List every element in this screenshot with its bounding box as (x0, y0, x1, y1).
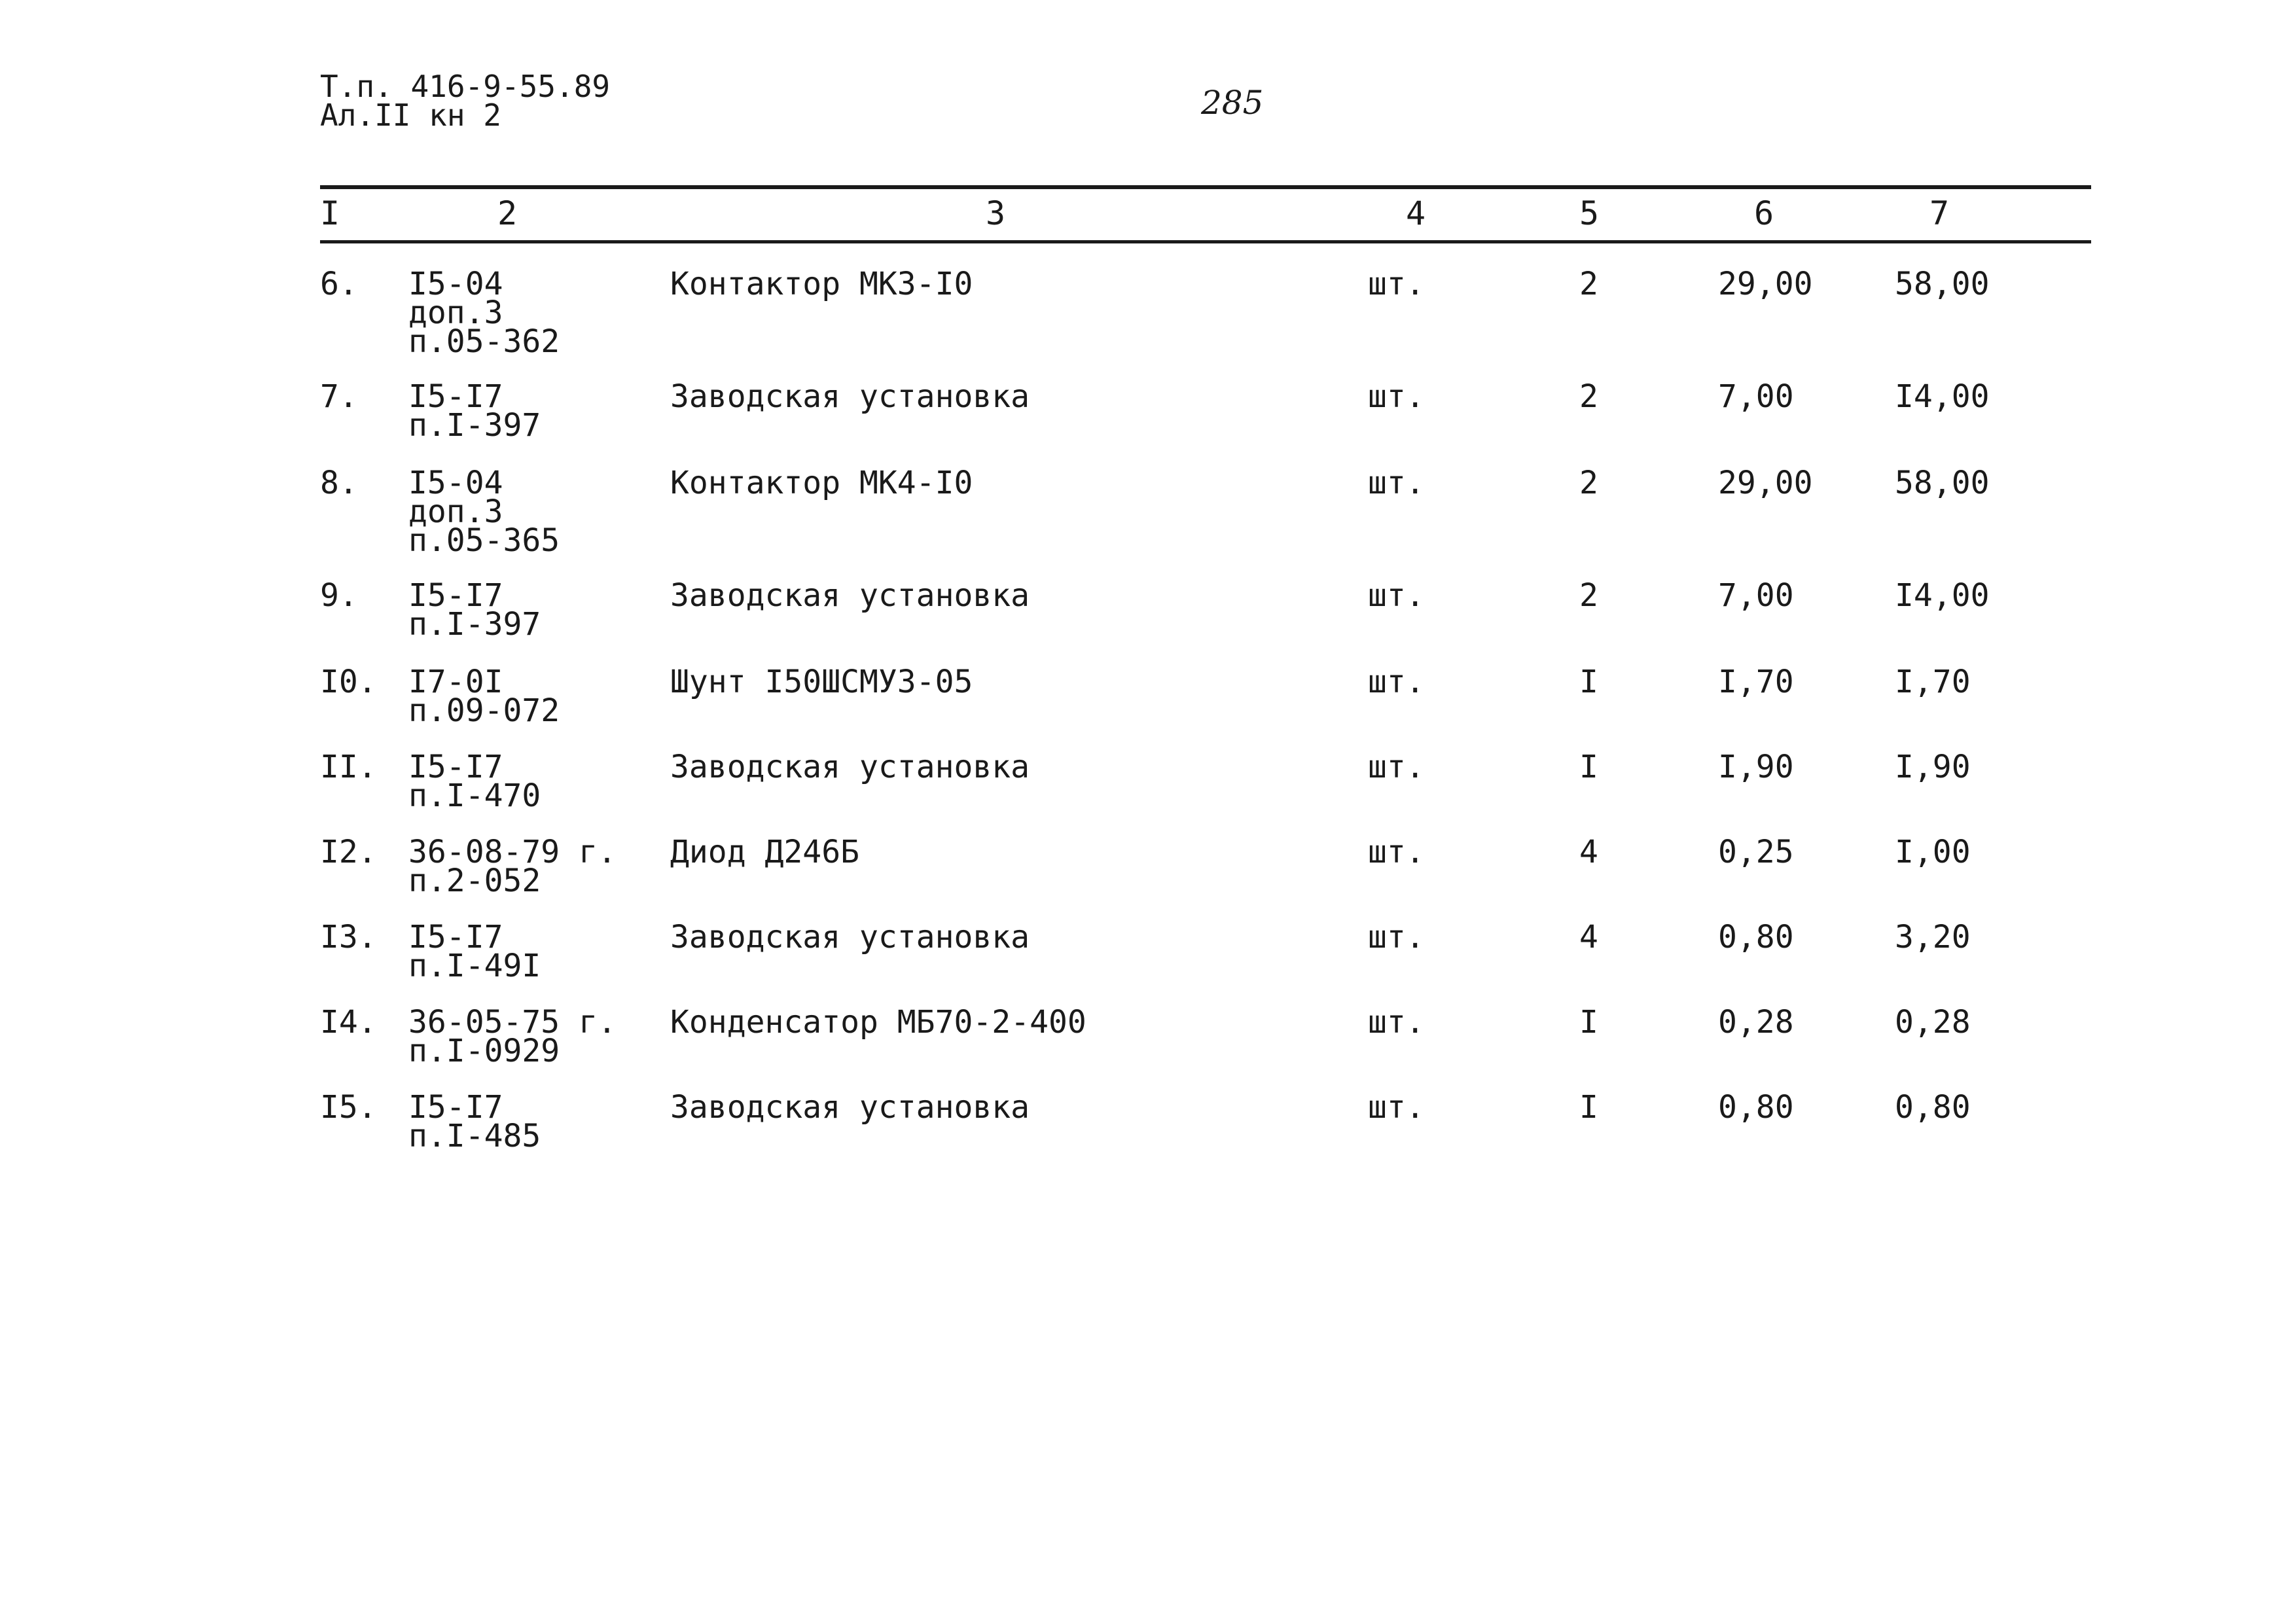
price-reference-line: I5-I7 (408, 919, 503, 955)
item-name: Контактор МК4-I0 (670, 465, 973, 501)
total-cost: I,70 (1895, 664, 1971, 700)
price-reference-line: I5-04 (408, 266, 503, 302)
price-reference-line: п.I-0929 (408, 1033, 560, 1069)
price-reference-line: I5-I7 (408, 378, 503, 415)
column-header-5: 5 (1579, 194, 1600, 232)
total-cost: I4,00 (1895, 378, 1990, 415)
quantity: 4 (1579, 834, 1598, 870)
quantity: 2 (1579, 378, 1598, 415)
price-reference (408, 919, 541, 984)
price-reference-line: I5-04 (408, 465, 503, 501)
row-number: I0. (320, 664, 377, 700)
row-number: I3. (320, 919, 377, 955)
row-number: I2. (320, 834, 377, 870)
row-number: 8. (320, 465, 358, 501)
item-name: Заводская установка (670, 919, 1030, 955)
price-reference-line: п.I-397 (408, 606, 541, 643)
album-label: Ал.II кн 2 (320, 98, 501, 133)
price-reference-line: I5-I7 (408, 577, 503, 614)
total-cost: I,90 (1895, 749, 1971, 785)
price-reference-line: 36-05-75 г. (408, 1004, 617, 1041)
item-name: Шунт I50ШСМУЗ-05 (670, 664, 973, 700)
total-cost: 58,00 (1895, 465, 1990, 501)
column-header-3: 3 (986, 194, 1006, 232)
total-cost: I,00 (1895, 834, 1971, 870)
row-number: II. (320, 749, 377, 785)
price-reference (408, 465, 560, 559)
price-reference-line: I5-I7 (408, 749, 503, 785)
price-reference-line: п.05-362 (408, 323, 560, 360)
quantity: 2 (1579, 577, 1598, 614)
unit: шт. (1368, 266, 1425, 302)
unit-price: 0,80 (1718, 1089, 1794, 1126)
price-reference-line: п.2-052 (408, 863, 541, 899)
column-header-6: 6 (1754, 194, 1774, 232)
price-reference-line: п.I-470 (408, 777, 541, 814)
price-reference (408, 1089, 541, 1154)
total-cost: 3,20 (1895, 919, 1971, 955)
price-reference (408, 834, 617, 899)
row-number: I4. (320, 1004, 377, 1041)
quantity: I (1579, 664, 1598, 700)
unit: шт. (1368, 1089, 1425, 1126)
total-cost: I4,00 (1895, 577, 1990, 614)
total-cost: 58,00 (1895, 266, 1990, 302)
unit-price: 29,00 (1718, 465, 1813, 501)
item-name: Контактор МКЗ-I0 (670, 266, 973, 302)
price-reference (408, 749, 541, 814)
unit-price: 0,25 (1718, 834, 1794, 870)
price-reference-line: I5-I7 (408, 1089, 503, 1126)
document-code: Т.п. 416-9-55.89 (320, 69, 611, 104)
unit: шт. (1368, 919, 1425, 955)
price-reference (408, 577, 541, 643)
quantity: 2 (1579, 465, 1598, 501)
unit-price: 0,28 (1718, 1004, 1794, 1041)
item-name: Заводская установка (670, 749, 1030, 785)
column-header-1: I (320, 194, 340, 232)
item-name: Диод Д246Б (670, 834, 859, 870)
quantity: 2 (1579, 266, 1598, 302)
price-reference (408, 664, 560, 729)
unit-price: 0,80 (1718, 919, 1794, 955)
price-reference-line: доп.3 (408, 294, 503, 331)
item-name: Заводская установка (670, 577, 1030, 614)
price-reference-line: доп.3 (408, 493, 503, 530)
unit-price: 7,00 (1718, 577, 1794, 614)
row-number: I5. (320, 1089, 377, 1126)
unit: шт. (1368, 749, 1425, 785)
table-header-rule (320, 240, 2091, 243)
price-reference-line: п.09-072 (408, 692, 560, 729)
table-top-rule (320, 185, 2091, 189)
item-name: Заводская установка (670, 1089, 1030, 1126)
unit: шт. (1368, 664, 1425, 700)
unit-price: 7,00 (1718, 378, 1794, 415)
total-cost: 0,28 (1895, 1004, 1971, 1041)
quantity: I (1579, 1089, 1598, 1126)
row-number: 6. (320, 266, 358, 302)
quantity: 4 (1579, 919, 1598, 955)
price-reference-line: 36-08-79 г. (408, 834, 617, 870)
page-number: 285 (1201, 84, 1264, 122)
unit: шт. (1368, 1004, 1425, 1041)
column-header-7: 7 (1929, 194, 1950, 232)
unit-price: I,70 (1718, 664, 1794, 700)
price-reference-line: I7-0I (408, 664, 503, 700)
price-reference-line: п.I-49I (408, 948, 541, 984)
column-header-2: 2 (497, 194, 518, 232)
row-number: 7. (320, 378, 358, 415)
price-reference-line: п.05-365 (408, 522, 560, 559)
quantity: I (1579, 749, 1598, 785)
column-header-4: 4 (1406, 194, 1426, 232)
total-cost: 0,80 (1895, 1089, 1971, 1126)
unit: шт. (1368, 577, 1425, 614)
price-reference-line: п.I-397 (408, 407, 541, 444)
row-number: 9. (320, 577, 358, 614)
unit: шт. (1368, 378, 1425, 415)
price-reference (408, 1004, 617, 1069)
price-reference-line: п.I-485 (408, 1118, 541, 1154)
unit-price: 29,00 (1718, 266, 1813, 302)
unit: шт. (1368, 834, 1425, 870)
price-reference (408, 378, 541, 444)
quantity: I (1579, 1004, 1598, 1041)
item-name: Конденсатор МБ70-2-400 (670, 1004, 1086, 1041)
price-reference (408, 266, 560, 360)
unit: шт. (1368, 465, 1425, 501)
item-name: Заводская установка (670, 378, 1030, 415)
unit-price: I,90 (1718, 749, 1794, 785)
